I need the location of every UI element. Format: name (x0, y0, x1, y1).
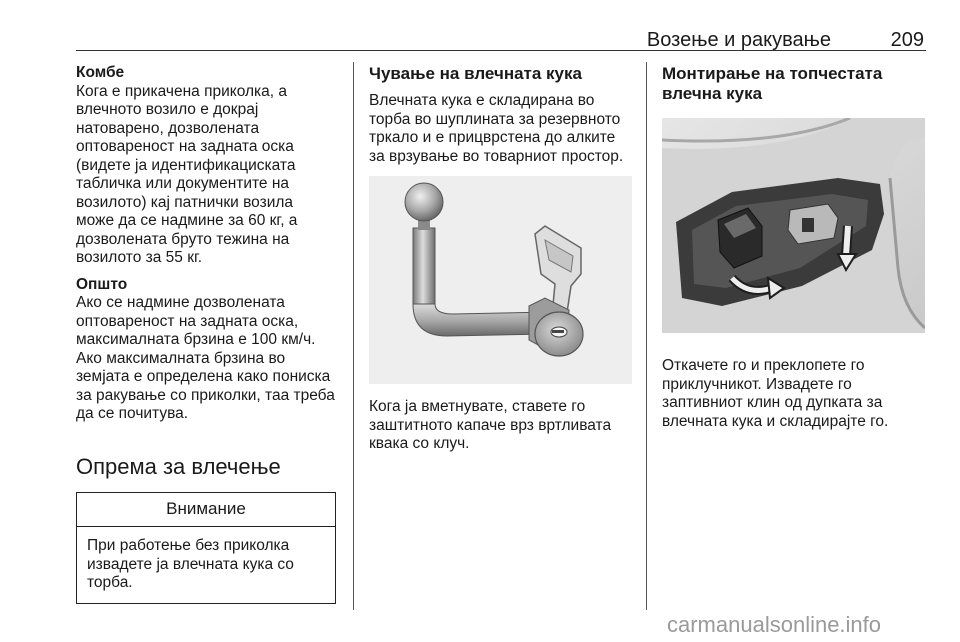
column-divider-2 (646, 62, 647, 610)
kombe-line: влечното возило е докрај (76, 101, 259, 118)
kombe-line: возилото за 55 кг. (76, 249, 203, 266)
kombe-line: возилото) кај патнички возила (76, 193, 294, 211)
opshto-line: Ако се надмине дозволената (76, 294, 285, 311)
caption-line: Кога ја вметнувате, ставете го (369, 398, 586, 415)
kombe-line: табличка или документите на (76, 175, 290, 192)
storage-heading: Чување на влечната кука (369, 64, 582, 83)
chapter-title: Возење и ракување (646, 29, 831, 51)
kombe-paragraph (76, 64, 344, 268)
kombe-heading: Комбе (76, 64, 125, 81)
column-3 (662, 64, 930, 439)
column-1 (76, 64, 344, 604)
kombe-line: може да се надмине за 60 кг, а (76, 212, 298, 229)
warning-line: извадете ја влечната кука со (87, 555, 294, 573)
warning-box (76, 492, 336, 604)
opshto-line: земјата е определена како пониска (76, 368, 331, 385)
opshto-line: максималната брзина е 100 км/ч. (76, 331, 316, 348)
storage-line: Влечната кука е складирана во (369, 92, 595, 109)
kombe-line: натоварено, дозволената (76, 119, 260, 137)
mounting-heading-line: влечна кука (662, 84, 763, 103)
caption-line: заптивниот клин од дупката за (662, 394, 883, 411)
column-divider-1 (353, 62, 354, 610)
opshto-paragraph (76, 276, 344, 424)
section-title: Опрема за влечење (76, 453, 281, 479)
mounting-heading (662, 64, 930, 104)
mounting-caption (662, 357, 930, 431)
bumper-socket-figure (662, 118, 925, 333)
tow-hook-figure (369, 176, 632, 384)
page-number: 209 (890, 29, 924, 51)
opshto-line: оптовареност на задната оска, (76, 312, 299, 330)
kombe-line: дозволената бруто тежина на (76, 230, 290, 248)
kombe-line: (видете ја идентификациската (76, 156, 296, 174)
storage-intro (369, 92, 639, 166)
storage-line: за врзување во товарниот простор. (369, 147, 624, 165)
caption-line: приклучникот. Извадете го (662, 375, 852, 393)
opshto-line: да се почитува. (76, 405, 189, 422)
watermark: carmanualsonline.info (667, 612, 882, 637)
column-2 (369, 64, 639, 462)
mounting-heading-line: Монтирање на топчестата (662, 64, 883, 83)
caption-line: квака со клуч. (369, 435, 470, 452)
caption-line: заштитното капаче врз вртливата (369, 416, 612, 434)
kombe-line: Кога е прикачена приколка, а (76, 82, 287, 100)
warning-body (77, 527, 335, 603)
warning-line: При работење без приколка (87, 537, 290, 554)
opshto-heading: Општо (76, 275, 128, 293)
warning-line: торба. (87, 574, 133, 591)
page-header (76, 26, 926, 51)
caption-line: влечната кука и складирајте го. (662, 412, 889, 430)
storage-line: торба во шуплината за резервното (369, 110, 621, 128)
storage-line: тркало и е прицврстена до алките (369, 129, 616, 146)
storage-caption (369, 398, 639, 454)
caption-line: Откачете го и преклопете го (662, 357, 865, 374)
kombe-line: оптовареност на задната оска (76, 138, 294, 155)
warning-title: Внимание (77, 493, 335, 528)
opshto-line: за ракување со приколки, таа треба (76, 386, 335, 404)
opshto-line: Ако максималната брзина во (76, 349, 286, 367)
